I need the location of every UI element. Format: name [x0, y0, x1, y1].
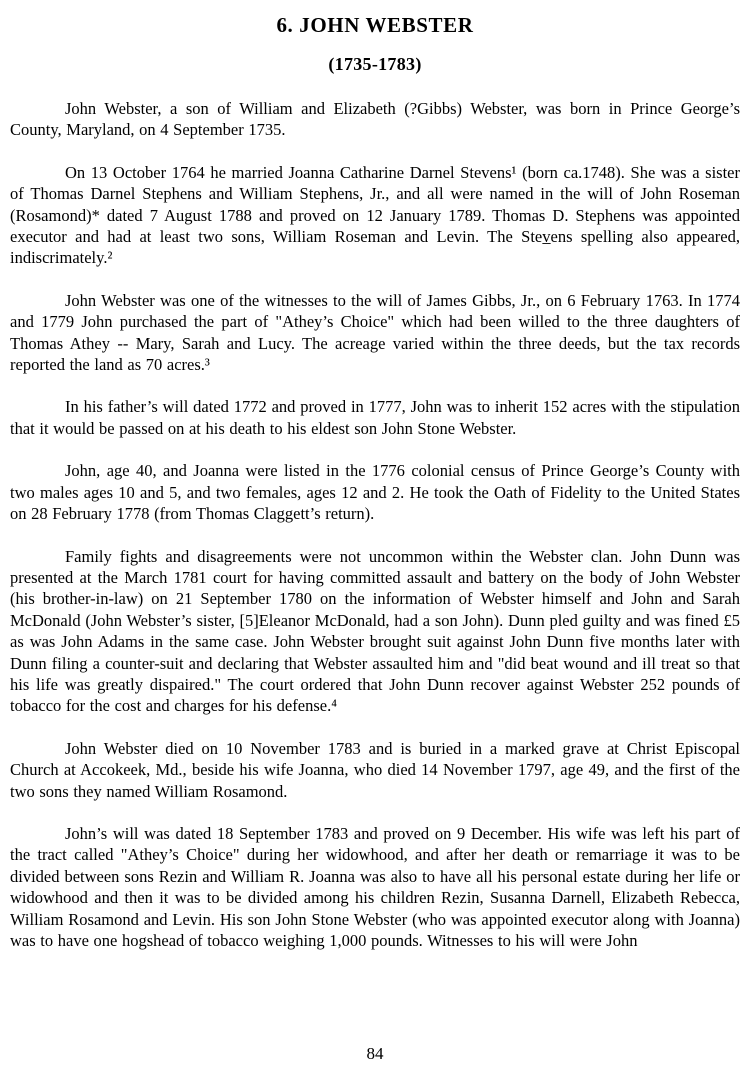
paragraph: John Webster died on 10 November 1783 and is buried in a marked grave at Christ Episcopal Church at Accokeek, Md., beside his wife Joanna, who died 14 November 1797, age 49, and the first of the two sons they named William Rosamond.: [10, 738, 740, 801]
paragraph: John Webster was one of the witnesses to the will of James Gibbs, Jr., on 6 February 1763. In 1774 and 1779 John purchased the part of "Athey’s Choice" which had been willed to the three daughters of Thomas Athey -- Mary, Sarah and Lucy. The acreage varied within the three deeds, but the tax records reported the land as 70 acres.³: [10, 290, 740, 375]
body-text: [10, 98, 740, 951]
page-number: 84: [366, 1044, 384, 1063]
paragraph: In his father’s will dated 1772 and proved in 1777, John was to inherit 152 acres with the stipulation that it would be passed on at his death to his eldest son John Stone Webster.: [10, 397, 740, 438]
paragraph: On 13 October 1764 he married Joanna Catharine Darnel Stevens¹ (born ca.1748). She was a sister of Thomas Darnel Stephens and William Stephens, Jr., and all were named in the will of John Roseman (Rosamond)* dated 7 August 1788 and proved on 12 January 1789. Thomas D. Stephens was appointed executor and had at least two sons, William Roseman and Levin. The Stev̲ens spelling also appeared, indiscrimately.²: [10, 162, 740, 268]
paragraph: Family fights and disagreements were not uncommon within the Webster clan. John Dunn was presented at the March 1781 court for having committed assault and battery on the body of John Webster (his brother-in-law) on 21 September 1780 on the information of Webster himself and John and Sarah McDonald (John Webster’s sister, [5]Eleanor McDonald, had a son John). Dunn pled guilty and was fined £5 as was John Adams in the same case. John Webster brought suit against John Dunn five months later with Dunn filing a counter-suit and declaring that Webster assaulted him and "did beat wound and ill treat so that his life was greatly dispaired." The court ordered that John Dunn recover against Webster 252 pounds of tobacco for the cost and charges for his defense.⁴: [10, 546, 740, 716]
paragraph: John Webster, a son of William and Elizabeth (?Gibbs) Webster, was born in Prince George’s County, Maryland, on 4 September 1735.: [10, 99, 740, 140]
paragraph: John’s will was dated 18 September 1783 and proved on 9 December. His wife was left his part of the tract called "Athey’s Choice" during her widowhood, and after her death or remarriage it was to be divided between sons Rezin and William R. Joanna was also to have all his personal estate during her life or widowhood and then it was to be divided among his children Rezin, Susanna Darnell, Elizabeth Rebecca, William Rosamond and Levin. His son John Stone Webster (who was appointed executor along with Joanna) was to have one hogshead of tobacco weighing 1,000 pounds. Witnesses to his will were John: [10, 823, 740, 950]
paragraph: John, age 40, and Joanna were listed in the 1776 colonial census of Prince George’s County with two males ages 10 and 5, and two females, ages 12 and 2. He took the Oath of Fidelity to the United States on 28 February 1778 (from Thomas Claggett’s return).: [10, 461, 740, 524]
page-subtitle: (1735-1783): [328, 54, 422, 74]
page-title: 6. JOHN WEBSTER: [276, 13, 474, 37]
